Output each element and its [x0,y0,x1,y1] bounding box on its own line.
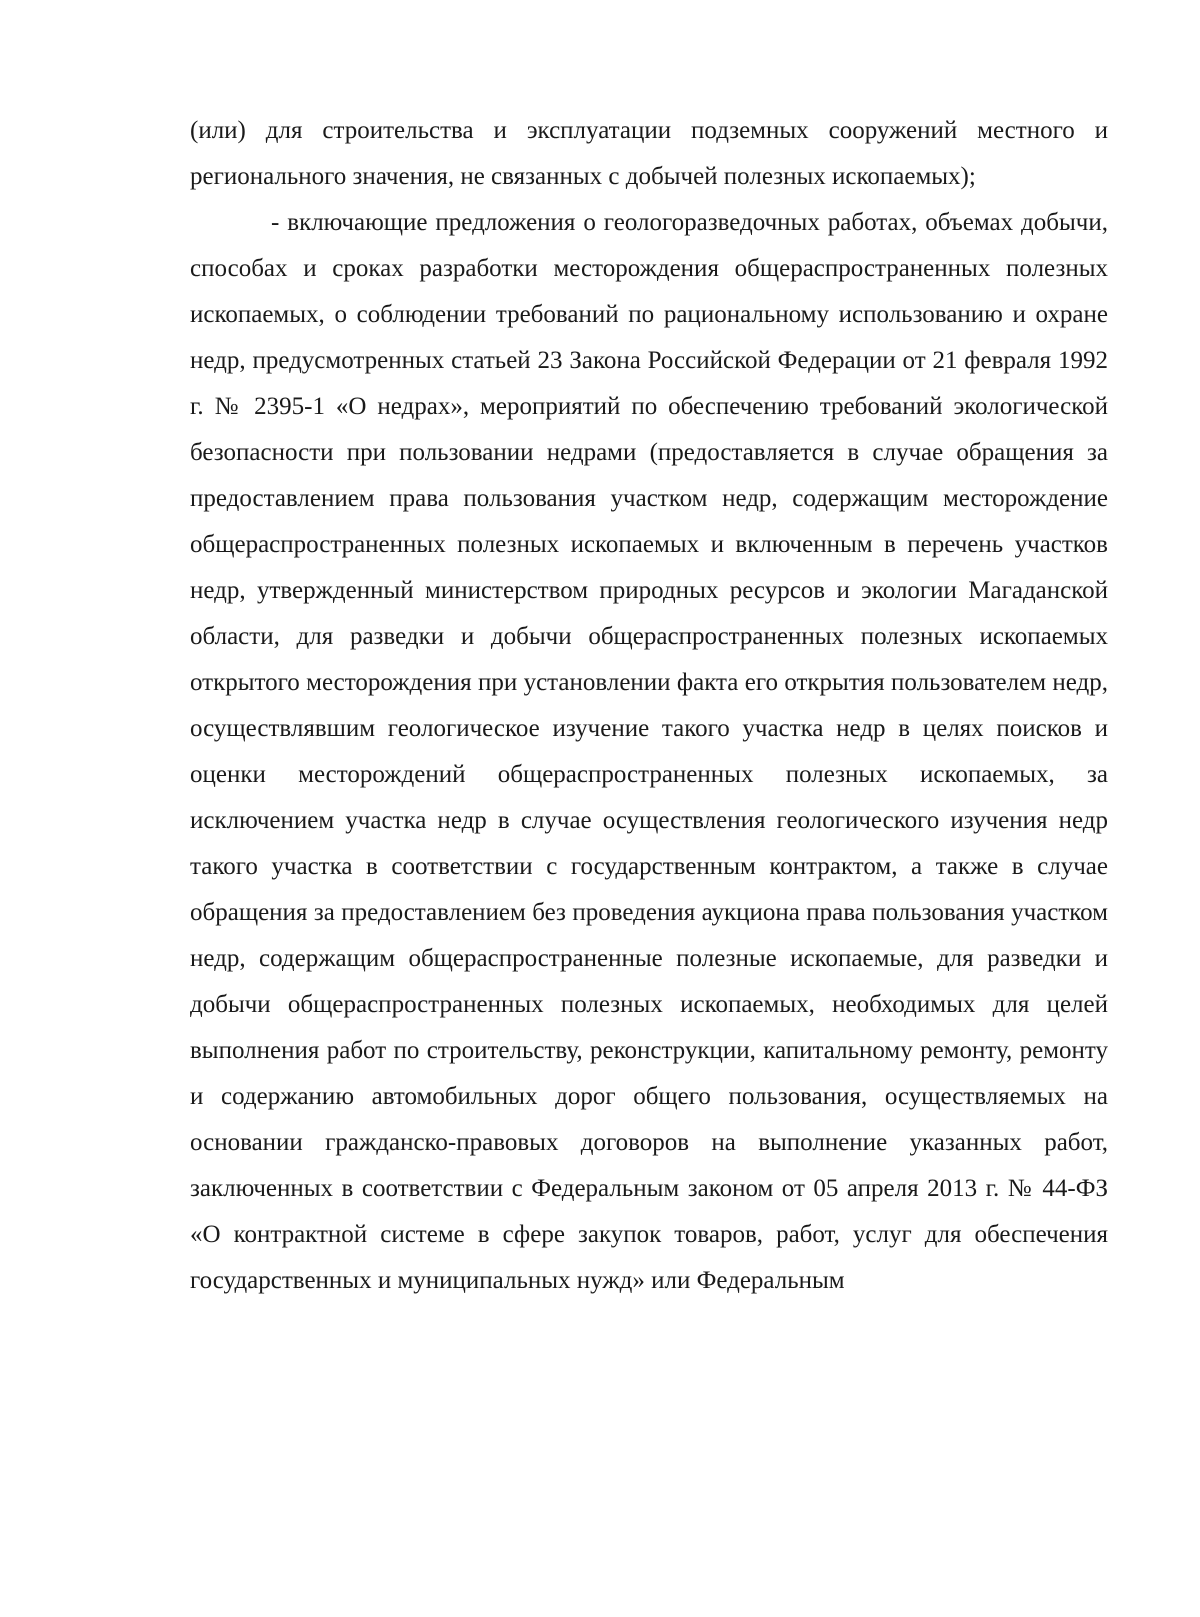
paragraph-bullet: - включающие предложения о геологоразведочных работах, объемах добычи, способах и сроках разработки месторождения общераспространенных полезных ископаемых, о соблюдении требований по рациональному использованию и охране недр, предусмотренных статьей 23 Закона Российской Федерации от 21 февраля 1992 г. № 2395-1 «О недрах», мероприятий по обеспечению требований экологической безопасности при пользовании недрами (предоставляется в случае обращения за предоставлением права пользования участком недр, содержащим месторождение общераспространенных полезных ископаемых и включенным в перечень участков недр, утвержденный министерством природных ресурсов и экологии Магаданской области, для разведки и добычи общераспространенных полезных ископаемых открытого месторождения при установлении факта его открытия пользователем недр, осуществлявшим геологическое изучение такого участка недр в целях поисков и оценки месторождений общераспространенных полезных ископаемых, за исключением участка недр в случае осуществления геологического изучения недр такого участка в соответствии с государственным контрактом, а также в случае обращения за предоставлением без проведения аукциона права пользования участком недр, содержащим общераспространенные полезные ископаемые, для разведки и добычи общераспространенных полезных ископаемых, необходимых для целей выполнения работ по строительству, реконструкции, капитальному ремонту, ремонту и содержанию автомобильных дорог общего пользования, осуществляемых на основании гражданско-правовых договоров на выполнение указанных работ, заключенных в соответствии с Федеральным законом от 05 апреля 2013 г. № 44-ФЗ «О контрактной системе в сфере закупок товаров, работ, услуг для обеспечения государственных и муниципальных нужд» или Федеральным [190,209,1108,1294]
document-body [190,108,1108,1304]
paragraph-continuation: (или) для строительства и эксплуатации подземных сооружений местного и регионального значения, не связанных с добычей полезных ископаемых); [190,117,1108,190]
